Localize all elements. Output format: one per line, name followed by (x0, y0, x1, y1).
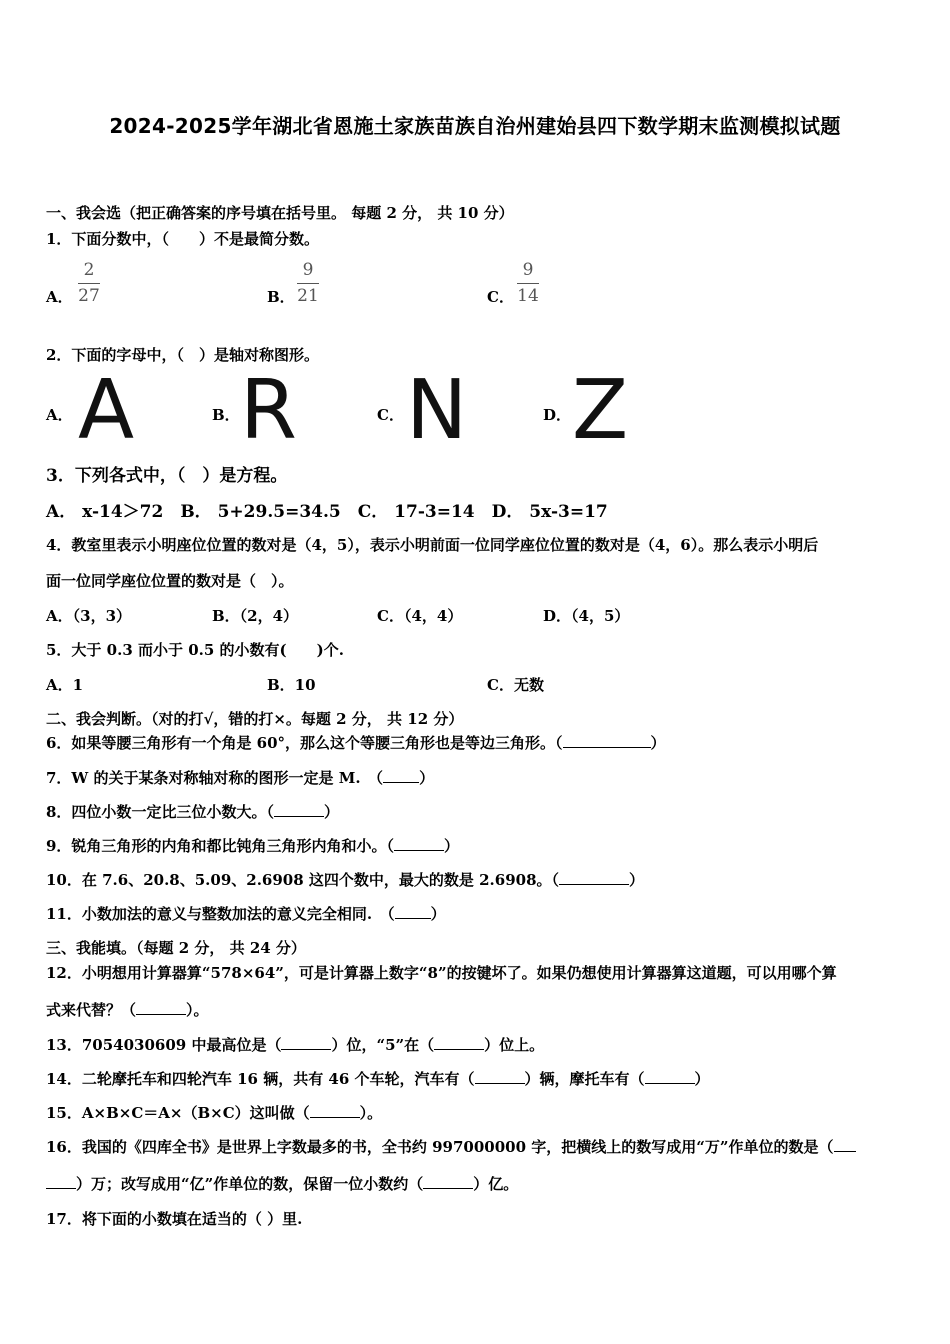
fill-q13-text-b: ）位，“5”在（ (331, 1036, 435, 1054)
judge-q10 (46, 869, 644, 890)
q1-option-c-label: C． (487, 288, 514, 306)
fraction-numerator: 9 (522, 260, 534, 280)
q4-option-b: B．（2，4） (212, 607, 299, 625)
fill-q15-text-b: ）。 (359, 1104, 383, 1122)
q3-stem: 3．下列各式中，（ ）是方程。 (46, 466, 288, 486)
fill-q14-blank-1[interactable] (475, 1069, 525, 1084)
judge-q6-tail: ） (650, 734, 666, 752)
fraction-bar (517, 283, 539, 284)
fill-q12-line2 (46, 999, 209, 1020)
q3-options: A． x-14＞72 B． 5+29.5=34.5 C． 17-3=14 D． 5x-3=17 (46, 502, 608, 522)
judge-q8-tail: ） (323, 803, 339, 821)
fill-q12-blank[interactable] (136, 1000, 186, 1015)
fraction-numerator: 9 (302, 260, 314, 280)
judge-q11 (46, 903, 446, 924)
fraction-numerator: 2 (83, 260, 95, 280)
q2-option-b-label: B． (212, 406, 240, 424)
fill-q12-text-a: 式来代替？（ (46, 1001, 137, 1019)
q5-stem: 5．大于 0.3 而小于 0.5 的小数有( )个. (46, 641, 344, 659)
q1-option-b-fraction (297, 260, 319, 306)
q2-option-c-letter: N (406, 363, 468, 458)
fraction-bar (78, 283, 100, 284)
fraction-bar (297, 283, 319, 284)
q1-option-a-fraction (78, 260, 100, 306)
fill-q14-text-a: 14．二轮摩托车和四轮汽车 16 辆，共有 46 个车轮，汽车有（ (46, 1070, 475, 1088)
fill-q14-text-b: ）辆，摩托车有（ (524, 1070, 645, 1088)
judge-q6-text: 6．如果等腰三角形有一个角是 60°，那么这个等腰三角形也是等边三角形。（ (46, 734, 563, 752)
judge-q10-text: 10．在 7.6、20.8、5.09、2.6908 这四个数中，最大的数是 2.6908。（ (46, 871, 560, 889)
q2-stem: 2．下面的字母中，（ ）是轴对称图形。 (46, 346, 319, 364)
judge-q10-blank[interactable] (559, 870, 629, 885)
section1-heading: 一、我会选（把正确答案的序号填在括号里。 每题 2 分， 共 10 分） (46, 204, 514, 222)
fill-q12-line1: 12．小明想用计算器算“578×64”，可是计算器上数字“8”的按键坏了。如果仍想使用计算器算这道题，可以用哪个算 (46, 964, 837, 982)
fill-q14-blank-2[interactable] (645, 1069, 695, 1084)
fraction-denominator: 21 (297, 286, 319, 306)
judge-q8 (46, 801, 339, 822)
fill-q15 (46, 1102, 382, 1123)
fill-q12-text-b: ）。 (186, 1001, 209, 1019)
judge-q9 (46, 835, 459, 856)
fill-q13-blank-2[interactable] (434, 1035, 484, 1050)
judge-q7-text: 7．W 的关于某条对称轴对称的图形一定是 M. （ (46, 769, 384, 787)
judge-q7 (46, 767, 434, 788)
q2-option-d-letter: Z (572, 363, 629, 458)
section3-heading: 三、我能填。（每题 2 分， 共 24 分） (46, 939, 306, 957)
section2-heading: 二、我会判断。（对的打√，错的打×。每题 2 分， 共 12 分） (46, 710, 464, 728)
q5-option-c: C．无数 (487, 676, 544, 694)
page-title: 2024-2025学年湖北省恩施土家族苗族自治州建始县四下数学期末监测模拟试题 (109, 114, 841, 138)
fill-q16-line2 (46, 1173, 518, 1194)
fill-q15-blank[interactable] (310, 1103, 360, 1118)
fill-q13-text-c: ）位上。 (484, 1036, 545, 1054)
fraction-denominator: 27 (78, 286, 100, 306)
fill-q16-blank-2[interactable] (423, 1174, 473, 1189)
fraction-denominator: 14 (517, 286, 539, 306)
judge-q9-blank[interactable] (394, 836, 444, 851)
q1-option-b-label: B． (267, 288, 295, 306)
fill-q13 (46, 1034, 544, 1055)
fill-q16-line1 (46, 1136, 856, 1157)
judge-q7-tail: ） (419, 769, 435, 787)
q4-stem-line1: 4．教室里表示小明座位位置的数对是（4，5），表示小明前面一位同学座位位置的数对是（4，6）。那么表示小明后 (46, 536, 819, 554)
q2-option-c-label: C． (377, 406, 404, 424)
q2-option-a-letter: A (78, 363, 135, 458)
judge-q11-text: 11．小数加法的意义与整数加法的意义完全相同. （ (46, 905, 395, 923)
fill-q14-text-c: ） (694, 1070, 710, 1088)
judge-q10-tail: ） (629, 871, 645, 889)
q2-option-b-letter: R (240, 363, 297, 458)
fill-q16-text-a: 16．我国的《四库全书》是世界上字数最多的书，全书约 997000000 字，把横线上的数写成用“万”作单位的数是（ (46, 1138, 834, 1156)
q5-option-a: A．1 (46, 676, 84, 694)
q5-option-b: B．10 (267, 676, 316, 694)
fill-q16-blank-1b[interactable] (46, 1174, 76, 1189)
judge-q6 (46, 732, 666, 753)
q2-option-d-label: D． (543, 406, 572, 424)
judge-q11-blank[interactable] (395, 904, 431, 919)
judge-q11-tail: ） (430, 905, 446, 923)
fill-q16-blank-1a[interactable] (834, 1137, 856, 1152)
judge-q6-blank[interactable] (563, 733, 651, 748)
q4-option-d: D．（4，5） (543, 607, 630, 625)
judge-q9-tail: ） (443, 837, 459, 855)
fill-q13-blank-1[interactable] (281, 1035, 331, 1050)
q4-stem-line2: 面一位同学座位位置的数对是（ ）。 (46, 572, 294, 590)
fill-q16-text-b: ）万；改写成用“亿”作单位的数，保留一位小数约（ (76, 1175, 424, 1193)
q4-option-c: C．（4，4） (377, 607, 463, 625)
q4-option-a: A．（3，3） (46, 607, 132, 625)
q1-stem: 1．下面分数中，（ ）不是最简分数。 (46, 230, 319, 248)
q1-option-c-fraction (517, 260, 539, 306)
fill-q16-text-c: ）亿。 (473, 1175, 519, 1193)
fill-q14 (46, 1068, 710, 1089)
fill-q13-text-a: 13．7054030609 中最高位是（ (46, 1036, 282, 1054)
judge-q7-blank[interactable] (383, 768, 419, 783)
judge-q8-blank[interactable] (274, 802, 324, 817)
fill-q17: 17．将下面的小数填在适当的（ ）里. (46, 1210, 303, 1228)
q1-option-a-label: A． (46, 288, 73, 306)
q2-option-a-label: A． (46, 406, 73, 424)
judge-q9-text: 9．锐角三角形的内角和都比钝角三角形内角和小。（ (46, 837, 394, 855)
judge-q8-text: 8．四位小数一定比三位小数大。（ (46, 803, 274, 821)
fill-q15-text-a: 15．A×B×C＝A×（B×C）这叫做（ (46, 1104, 310, 1122)
